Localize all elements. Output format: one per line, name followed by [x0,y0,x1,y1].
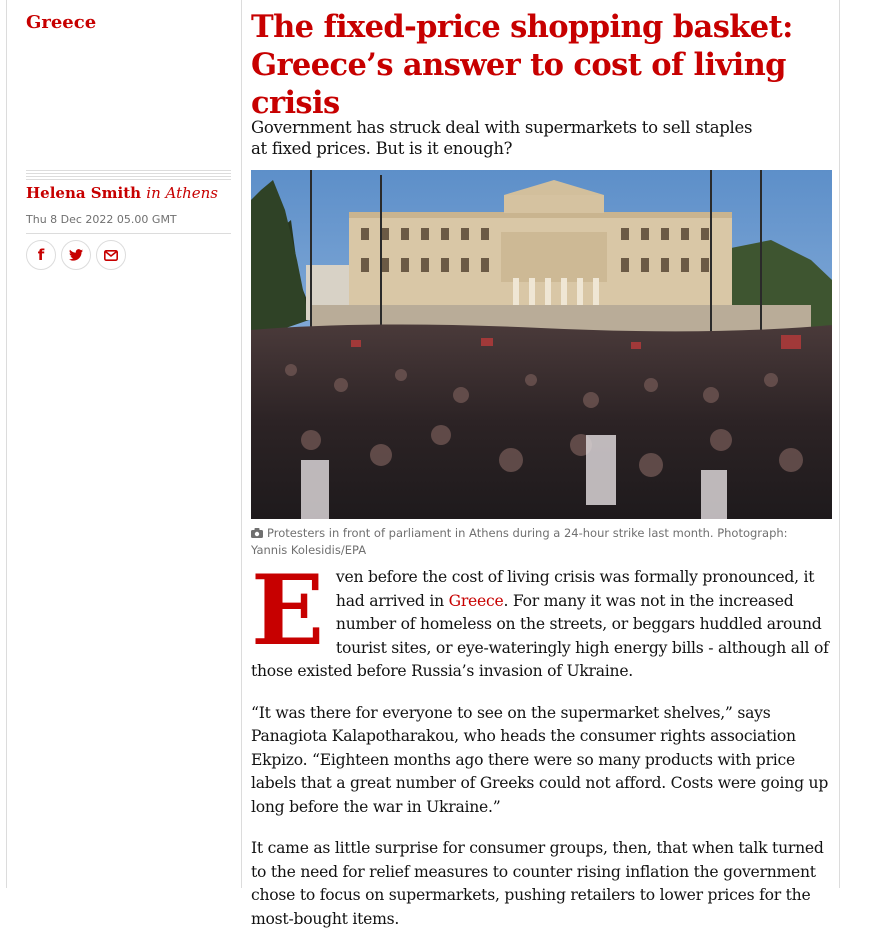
greece-link[interactable]: Greece [448,591,504,610]
publish-date: Thu 8 Dec 2022 05.00 GMT [26,213,177,226]
paragraph-1 [251,554,831,684]
email-icon [104,250,118,261]
left-border [6,0,7,888]
dropcap: E [251,554,324,667]
twitter-icon [69,249,83,261]
section-link-greece[interactable]: Greece [26,12,97,33]
meta-divider [26,233,231,234]
share-twitter-button[interactable] [61,240,91,270]
article-main-image [251,170,832,519]
standfirst: Government has struck deal with supermarkets to sell staples at fixed prices. But is it enough? [251,118,753,158]
right-border [839,0,840,888]
article-body [251,554,831,949]
camera-icon [251,526,263,542]
caption-text: Protesters in front of parliament in Athens during a 24-hour strike last month. Photograph: Yannis Kolesidis/EPA [251,526,788,557]
facebook-icon: f [37,245,45,264]
byline-rule [26,170,231,181]
headline: The fixed-price shopping basket: Greece’s answer to cost of living crisis [251,9,793,121]
paragraph-1-text-b: . For many it was not in the increased number of homeless on the streets, or beggars huddled around tourist sites, or eye-wateringly high energy bills - although all of those existed before Russia’s invasion of Ukraine. [251,591,829,680]
share-facebook-button[interactable] [26,240,56,270]
column-divider [241,0,242,888]
paragraph-1-text-a: ven before the cost of living crisis was formally pronounced, it had arrived in [335,568,815,610]
author-link[interactable]: Helena Smith [26,184,142,202]
paragraph-2: “It was there for everyone to see on the supermarket shelves,” says Panagiota Kalapotharakou, who heads the consumer rights association Ekpizo. “Eighteen months ago there were so many products with price labels that a great number of Greeks could not afford. Costs were going up long before the war in Ukraine.” [251,703,829,816]
share-email-button[interactable] [96,240,126,270]
paragraph-3: It came as little surprise for consumer groups, then, that when talk turned to the need for relief measures to counter rising inflation the government chose to focus on supermarkets, pushing retailers to lower prices for the most-bought items. [251,839,824,928]
byline-location: in Athens [146,184,218,202]
byline [26,184,218,202]
image-caption [251,525,821,558]
